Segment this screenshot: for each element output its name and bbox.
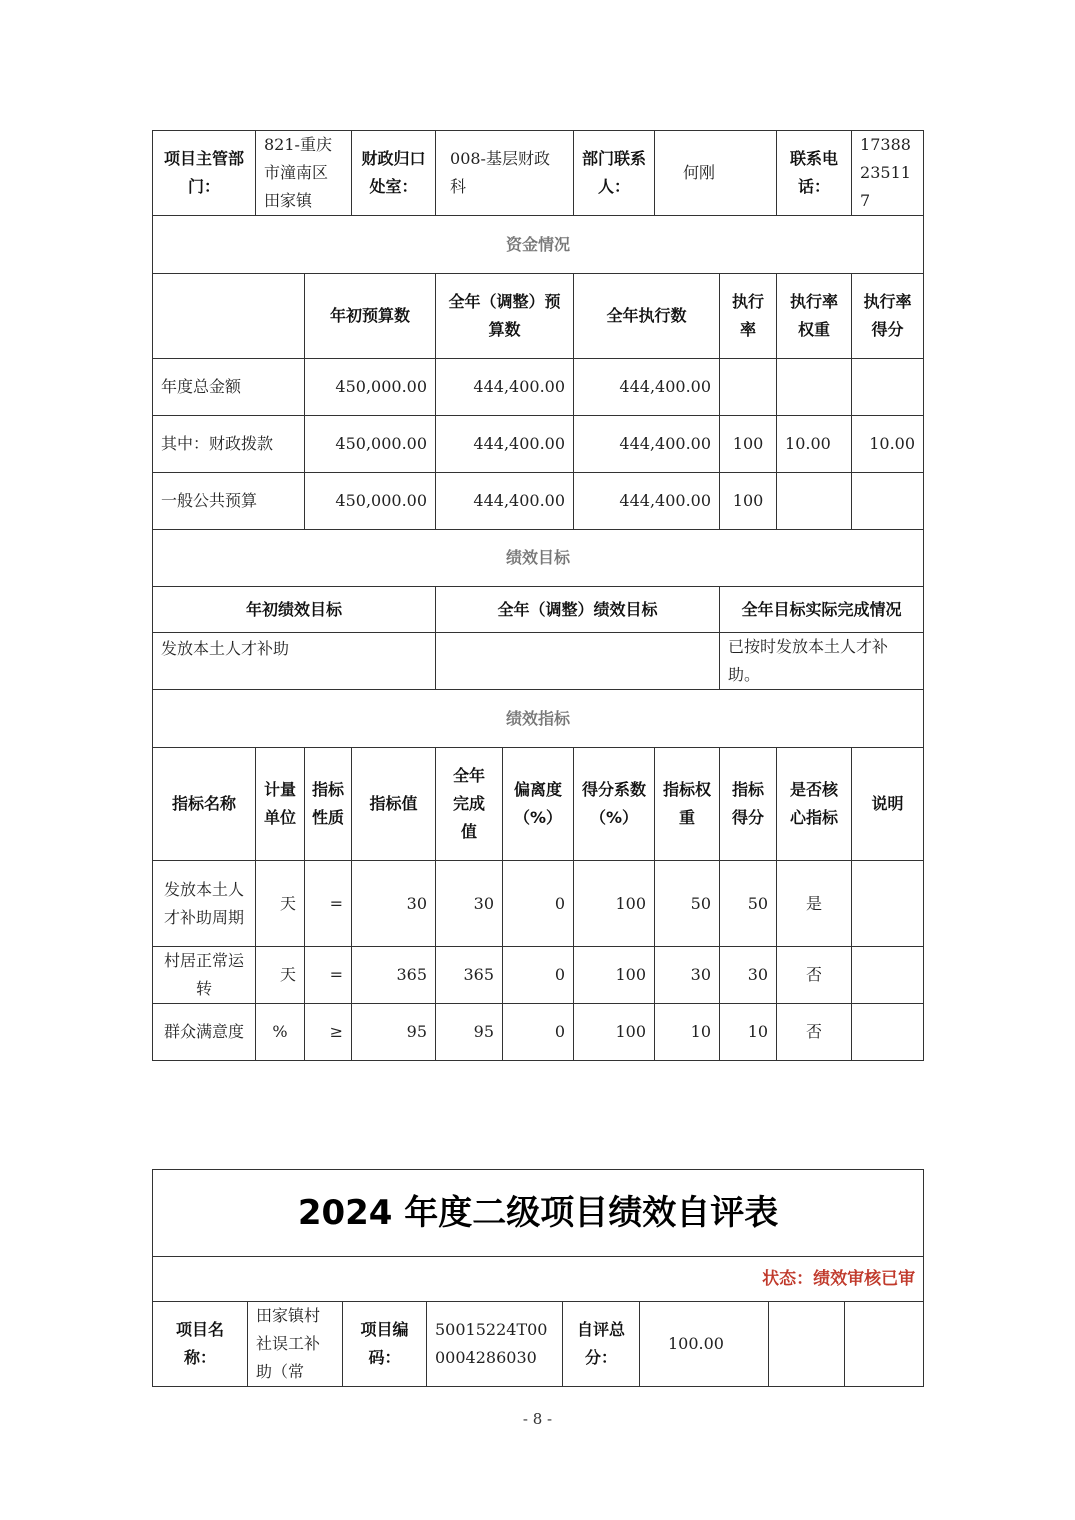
ind-row-core: 否 bbox=[777, 1004, 852, 1061]
funds-row-executed: 444,400.00 bbox=[574, 359, 720, 416]
project-name-value: 田家镇村社误工补助（常 bbox=[248, 1302, 343, 1387]
blank-cell bbox=[769, 1302, 845, 1387]
ind-header-target: 指标值 bbox=[352, 748, 436, 861]
funds-row bbox=[153, 416, 924, 473]
funds-row-name: 一般公共预算 bbox=[153, 473, 305, 530]
goals-section-title: 绩效目标 bbox=[153, 530, 924, 587]
funds-row-score bbox=[852, 359, 924, 416]
ind-row-name: 发放本土人才补助周期 bbox=[153, 861, 256, 947]
funds-row bbox=[153, 359, 924, 416]
contact-label: 部门联系人： bbox=[574, 131, 655, 216]
self-evaluation-form bbox=[152, 1169, 924, 1387]
ind-row-score: 50 bbox=[720, 861, 777, 947]
ind-row-actual: 365 bbox=[436, 947, 503, 1004]
self-score-value: 100.00 bbox=[640, 1302, 769, 1387]
funds-header-score: 执行率得分 bbox=[852, 274, 924, 359]
ind-row-actual: 95 bbox=[436, 1004, 503, 1061]
ind-row-name: 群众满意度 bbox=[153, 1004, 256, 1061]
ind-header-actual: 全年完成值 bbox=[436, 748, 503, 861]
project-performance-table bbox=[152, 130, 924, 1061]
ind-header-coef: 得分系数（%） bbox=[574, 748, 655, 861]
ind-row-unit: 天 bbox=[256, 861, 305, 947]
funds-row-rate bbox=[720, 359, 777, 416]
ind-header-weight: 指标权重 bbox=[655, 748, 720, 861]
funds-header-initial: 年初预算数 bbox=[305, 274, 436, 359]
ind-row-weight: 50 bbox=[655, 861, 720, 947]
goals-initial-value: 发放本土人才补助 bbox=[153, 633, 436, 690]
phone-value: 17388235117 bbox=[852, 131, 924, 216]
finance-value: 008-基层财政科 bbox=[436, 131, 574, 216]
ind-row-coef: 100 bbox=[574, 861, 655, 947]
funds-row-weight bbox=[777, 473, 852, 530]
funds-row-weight: 10.00 bbox=[777, 416, 852, 473]
funds-row-initial: 450,000.00 bbox=[305, 473, 436, 530]
ind-row-core: 否 bbox=[777, 947, 852, 1004]
ind-row-note bbox=[852, 861, 924, 947]
ind-row-unit: 天 bbox=[256, 947, 305, 1004]
ind-row-nature: = bbox=[305, 861, 352, 947]
funds-section-title: 资金情况 bbox=[153, 216, 924, 274]
ind-row-deviation: 0 bbox=[503, 861, 574, 947]
funds-row-rate: 100 bbox=[720, 473, 777, 530]
funds-row-rate: 100 bbox=[720, 416, 777, 473]
dept-value: 821-重庆市潼南区田家镇 bbox=[256, 131, 352, 216]
ind-row-nature: ≥ bbox=[305, 1004, 352, 1061]
funds-row-executed: 444,400.00 bbox=[574, 416, 720, 473]
dept-label: 项目主管部门： bbox=[153, 131, 256, 216]
ind-row-weight: 10 bbox=[655, 1004, 720, 1061]
status-badge: 状态：绩效审核已审 bbox=[153, 1257, 924, 1302]
funds-header-blank bbox=[153, 274, 305, 359]
project-code-value: 50015224T000004286030 bbox=[427, 1302, 563, 1387]
funds-header-weight: 执行率权重 bbox=[777, 274, 852, 359]
ind-header-note: 说明 bbox=[852, 748, 924, 861]
ind-row-deviation: 0 bbox=[503, 947, 574, 1004]
funds-row-name: 年度总金额 bbox=[153, 359, 305, 416]
funds-header-executed: 全年执行数 bbox=[574, 274, 720, 359]
project-code-label: 项目编码： bbox=[343, 1302, 427, 1387]
goals-header-adjusted: 全年（调整）绩效目标 bbox=[436, 587, 720, 633]
ind-header-nature: 指标性质 bbox=[305, 748, 352, 861]
ind-row-note bbox=[852, 1004, 924, 1061]
goals-adjusted-value bbox=[436, 633, 720, 690]
ind-row-coef: 100 bbox=[574, 1004, 655, 1061]
indicators-section-title: 绩效指标 bbox=[153, 690, 924, 748]
funds-row-score: 10.00 bbox=[852, 416, 924, 473]
contact-value: 何刚 bbox=[655, 131, 777, 216]
funds-row-executed: 444,400.00 bbox=[574, 473, 720, 530]
ind-row-target: 30 bbox=[352, 861, 436, 947]
funds-header-adjusted: 全年（调整）预算数 bbox=[436, 274, 574, 359]
funds-row-score bbox=[852, 473, 924, 530]
self-score-label: 自评总分： bbox=[563, 1302, 640, 1387]
ind-header-score: 指标得分 bbox=[720, 748, 777, 861]
ind-header-core: 是否核心指标 bbox=[777, 748, 852, 861]
blank-cell bbox=[845, 1302, 924, 1387]
indicator-row bbox=[153, 1004, 924, 1061]
ind-header-deviation: 偏离度（%） bbox=[503, 748, 574, 861]
funds-row-adjusted: 444,400.00 bbox=[436, 473, 574, 530]
funds-row-adjusted: 444,400.00 bbox=[436, 359, 574, 416]
goals-header-actual: 全年目标实际完成情况 bbox=[720, 587, 924, 633]
ind-row-score: 10 bbox=[720, 1004, 777, 1061]
indicator-row bbox=[153, 861, 924, 947]
ind-row-core: 是 bbox=[777, 861, 852, 947]
funds-row-weight bbox=[777, 359, 852, 416]
ind-header-unit: 计量单位 bbox=[256, 748, 305, 861]
ind-row-note bbox=[852, 947, 924, 1004]
funds-row-initial: 450,000.00 bbox=[305, 416, 436, 473]
ind-header-name: 指标名称 bbox=[153, 748, 256, 861]
ind-row-score: 30 bbox=[720, 947, 777, 1004]
ind-row-nature: = bbox=[305, 947, 352, 1004]
phone-label: 联系电话： bbox=[777, 131, 852, 216]
goals-actual-value: 已按时发放本土人才补助。 bbox=[720, 633, 924, 690]
ind-row-name: 村居正常运转 bbox=[153, 947, 256, 1004]
page-number: - 8 - bbox=[522, 1410, 553, 1428]
indicator-row bbox=[153, 947, 924, 1004]
funds-row-name: 其中：财政拨款 bbox=[153, 416, 305, 473]
ind-row-deviation: 0 bbox=[503, 1004, 574, 1061]
ind-row-unit: % bbox=[256, 1004, 305, 1061]
ind-row-target: 365 bbox=[352, 947, 436, 1004]
finance-label: 财政归口处室： bbox=[352, 131, 436, 216]
funds-row bbox=[153, 473, 924, 530]
ind-row-coef: 100 bbox=[574, 947, 655, 1004]
project-name-label: 项目名称： bbox=[153, 1302, 248, 1387]
form-title: 2024 年度二级项目绩效自评表 bbox=[153, 1170, 924, 1257]
goals-header-initial: 年初绩效目标 bbox=[153, 587, 436, 633]
ind-row-weight: 30 bbox=[655, 947, 720, 1004]
ind-row-target: 95 bbox=[352, 1004, 436, 1061]
ind-row-actual: 30 bbox=[436, 861, 503, 947]
funds-row-adjusted: 444,400.00 bbox=[436, 416, 574, 473]
funds-header-rate: 执行率 bbox=[720, 274, 777, 359]
funds-row-initial: 450,000.00 bbox=[305, 359, 436, 416]
